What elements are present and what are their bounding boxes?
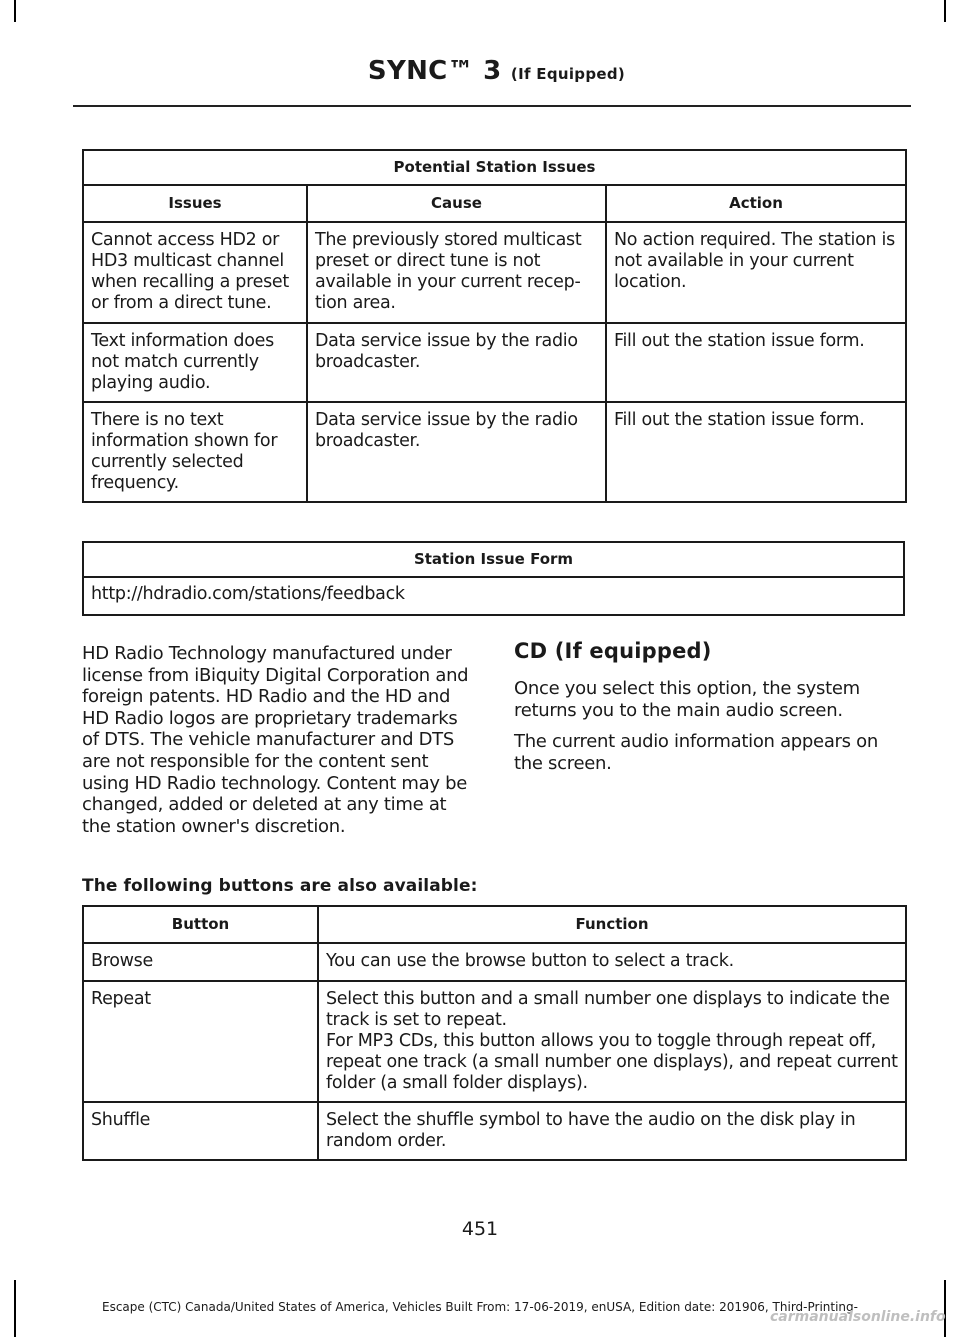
table-cell: No action required. The station is not available in your current location. xyxy=(606,222,906,323)
table-row xyxy=(83,323,906,402)
button-function-repeat xyxy=(318,981,906,1102)
button-name-repeat: Repeat xyxy=(83,981,318,1102)
footer-text: Escape (CTC) Canada/United States of America, Vehicles Built From: 17-06-2019, enUSA, Edition date: 201906, Third-Printing- xyxy=(102,1300,858,1314)
column-header-button: Button xyxy=(83,906,318,943)
table-cell: There is no text information shown for currently selected frequency. xyxy=(83,402,307,502)
hd-radio-paragraph: HD Radio Technology manufactured under license from iBiquity Digital Corporation and foreign patents. HD Radio and the HD and HD Radio logos are proprietary trademarks of DTS. The vehicle manufacturer and DTS are not responsible for the content sent using HD Radio technology. Content may be changed, added or deleted at any time at the station owner's discretion. xyxy=(82,643,469,837)
button-name-shuffle: Shuffle xyxy=(83,1102,318,1160)
station-issues-table xyxy=(82,149,907,503)
table-row xyxy=(83,222,906,323)
table-cell: Fill out the station issue form. xyxy=(606,402,906,502)
column-header-issues: Issues xyxy=(83,185,307,222)
table-row xyxy=(83,1102,906,1160)
table-cell: Fill out the station issue form. xyxy=(606,323,906,402)
cd-section-heading: CD (If equipped) xyxy=(514,639,712,663)
table-caption: Station Issue Form xyxy=(83,542,904,577)
table-row xyxy=(83,981,906,1102)
page-header xyxy=(0,56,960,86)
column-header-action: Action xyxy=(606,185,906,222)
feedback-url: http://hdradio.com/stations/feedback xyxy=(83,577,904,615)
cd-paragraph-1: Once you select this option, the system returns you to the main audio screen. xyxy=(514,678,860,721)
crop-mark-top-left xyxy=(14,0,16,22)
buttons-heading: The following buttons are also available: xyxy=(82,876,478,896)
table-caption: Potential Station Issues xyxy=(83,150,906,185)
crop-mark-top-right xyxy=(944,0,946,22)
column-header-cause: Cause xyxy=(307,185,606,222)
button-function-shuffle: Select the shuffle symbol to have the audio on the disk play in random order. xyxy=(318,1102,906,1160)
table-row xyxy=(83,577,904,615)
station-form-table xyxy=(82,541,905,616)
repeat-function-line-1: Select this button and a small number one displays to indicate the track is set to repeat. xyxy=(326,989,890,1030)
table-cell: Data service issue by the radio broadcaster. xyxy=(307,323,606,402)
table-row xyxy=(83,943,906,981)
cd-paragraph-2: The current audio information appears on the screen. xyxy=(514,731,878,774)
table-row xyxy=(83,402,906,502)
page-number: 451 xyxy=(461,1218,499,1240)
button-function-browse: You can use the browse button to select a track. xyxy=(318,943,906,981)
header-title: SYNC™ 3 xyxy=(367,56,502,86)
table-cell: Cannot access HD2 or HD3 multicast channel when recalling a preset or from a direct tune. xyxy=(83,222,307,323)
header-subtitle: (If Equipped) xyxy=(510,65,626,83)
table-cell: Text information does not match currently playing audio. xyxy=(83,323,307,402)
repeat-function-line-2: For MP3 CDs, this button allows you to toggle through repeat off, repeat one track (a small number one displays), and repeat current folder (a small folder displays). xyxy=(326,1031,898,1093)
buttons-table xyxy=(82,905,907,1161)
table-cell: Data service issue by the radio broadcaster. xyxy=(307,402,606,502)
watermark: carmanualsonline.info xyxy=(770,1309,946,1325)
header-divider xyxy=(73,105,911,107)
column-header-function: Function xyxy=(318,906,906,943)
button-name-browse: Browse xyxy=(83,943,318,981)
table-cell: The previously stored multicast preset or direct tune is not available in your current recep-tion area. xyxy=(307,222,606,323)
